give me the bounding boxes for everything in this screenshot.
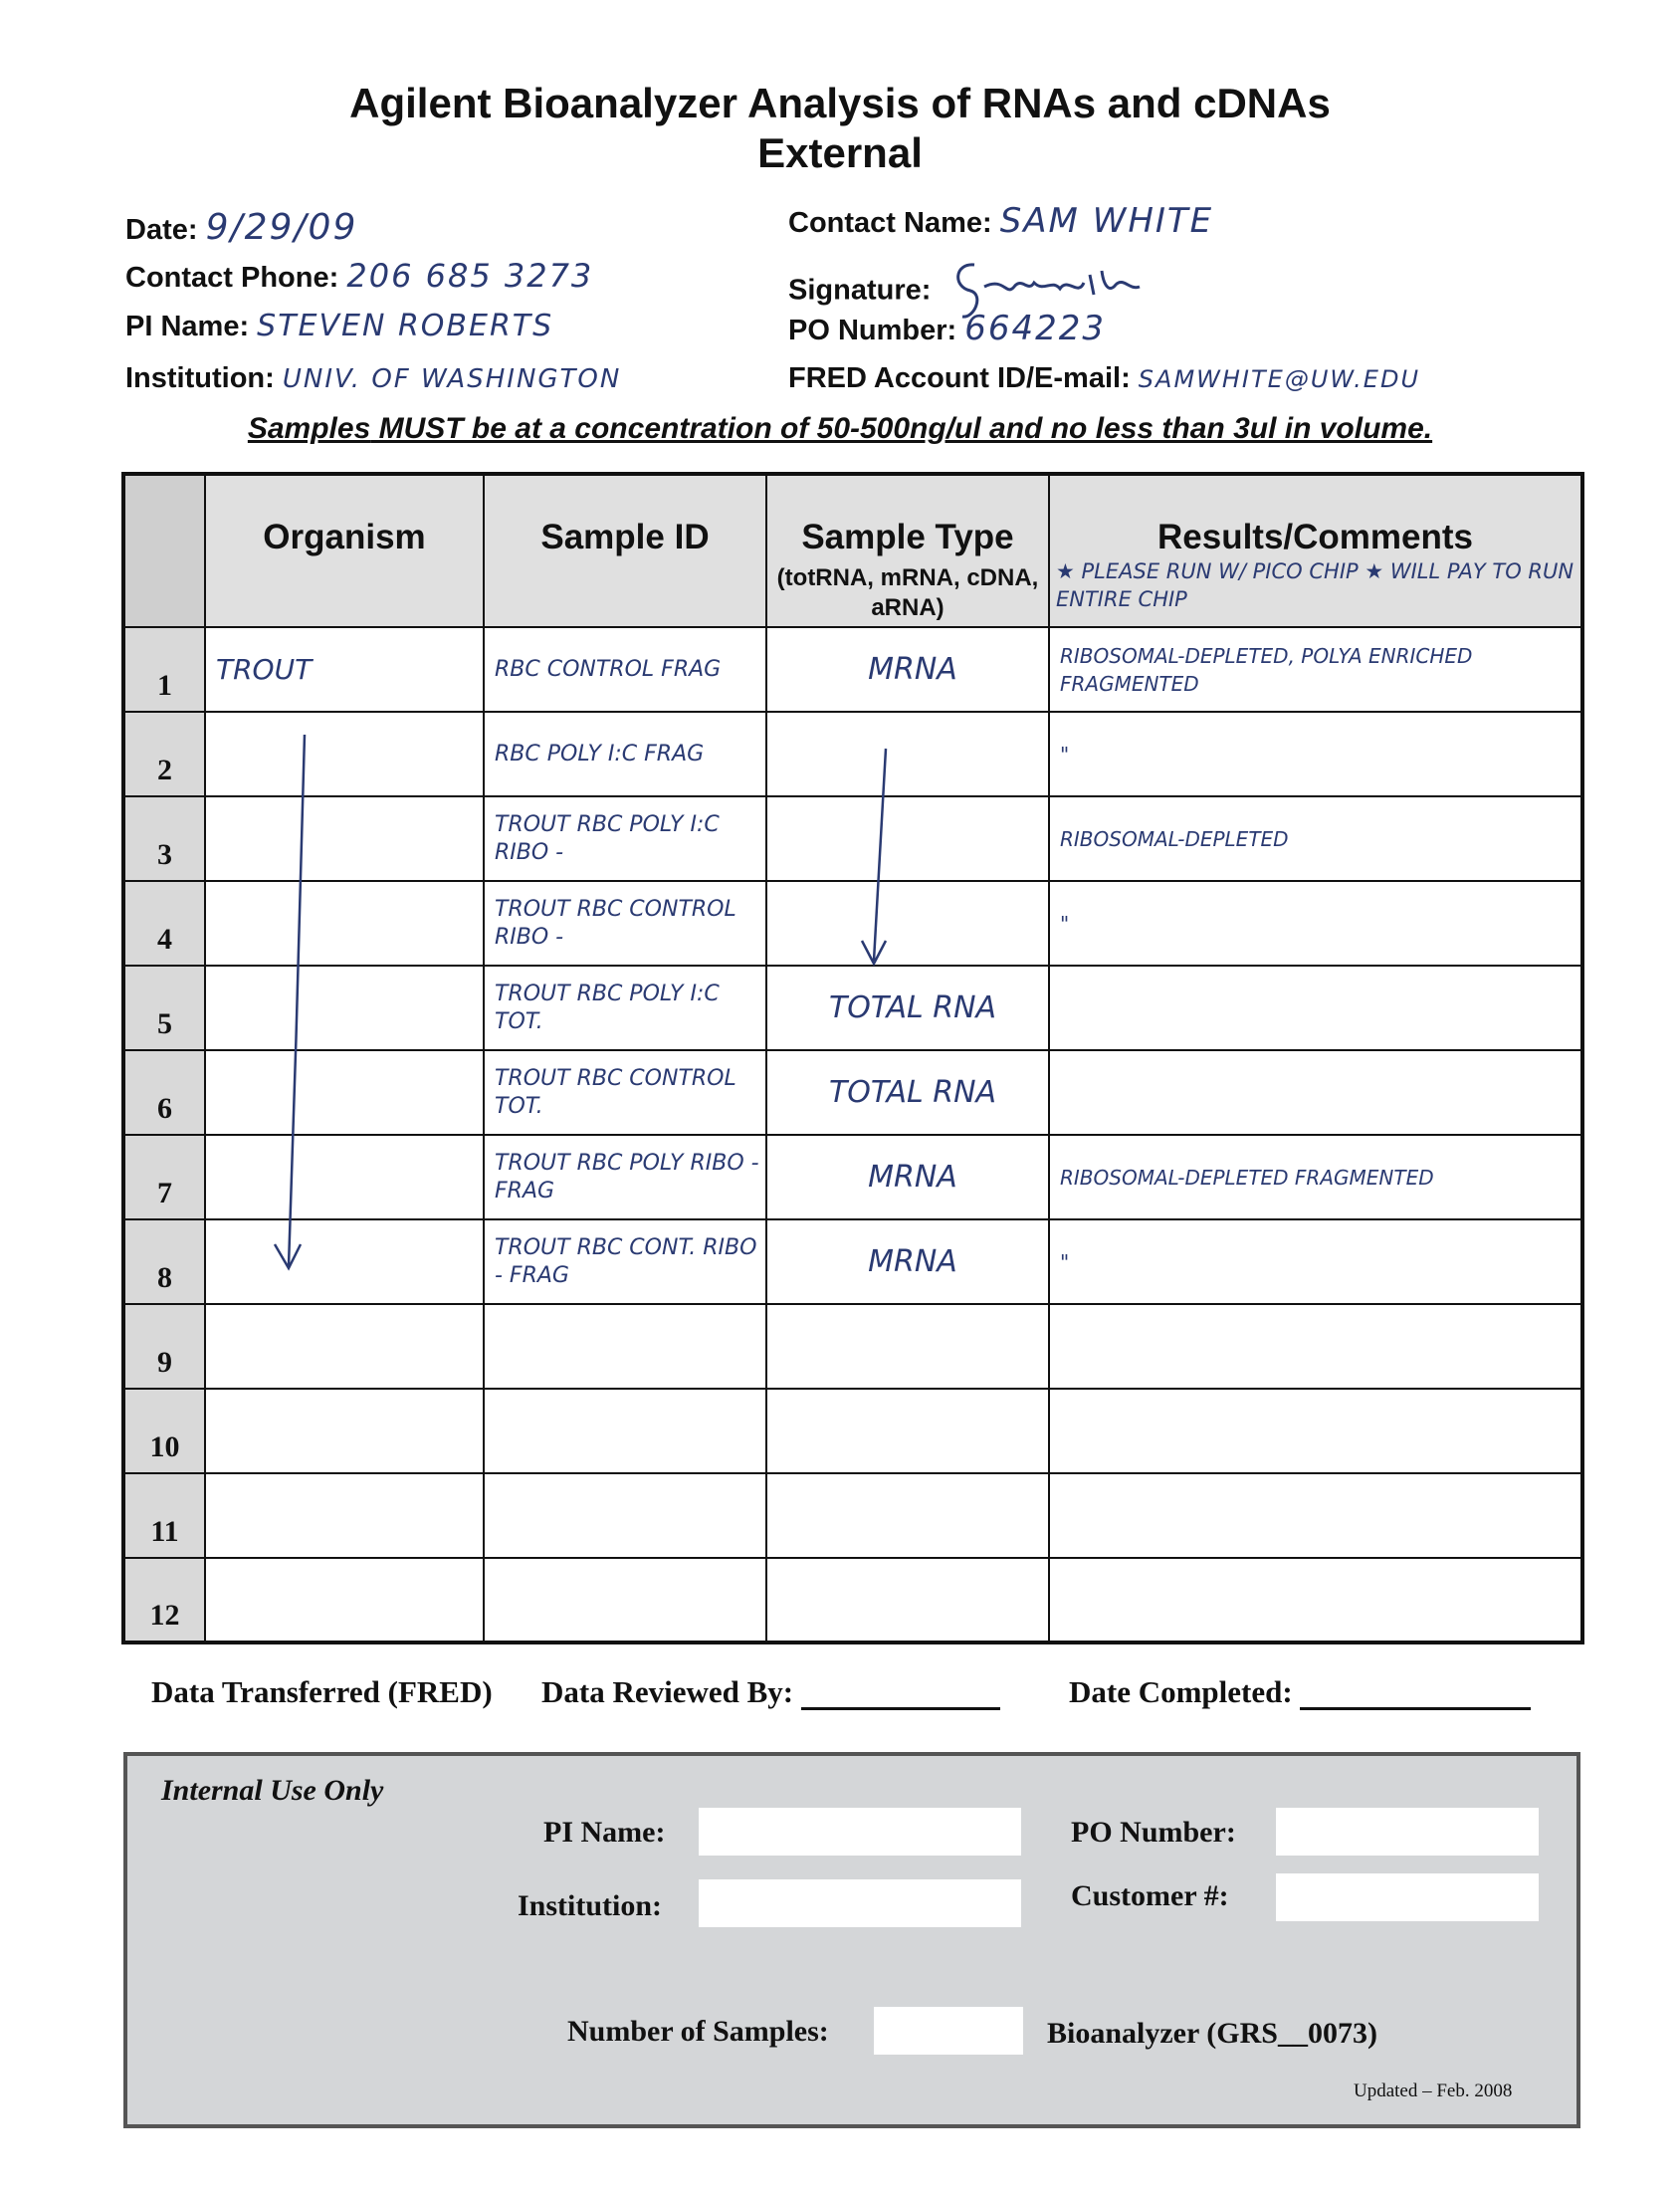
internal-num-samples-label: Number of Samples:	[567, 2015, 829, 2048]
results-cell[interactable]	[1049, 1050, 1582, 1135]
internal-updated-label: Updated – Feb. 2008	[1354, 2080, 1513, 2101]
table-row	[123, 1050, 1582, 1135]
date-field	[125, 207, 357, 248]
sample-id-header: Sample ID	[484, 474, 766, 627]
sample-type-cell[interactable]: MRNA	[766, 1219, 1049, 1304]
internal-po-number-label: PO Number:	[1071, 1816, 1236, 1849]
sample-type-cell[interactable]	[766, 1304, 1049, 1389]
row-number: 3	[123, 796, 205, 881]
sample-type-cell[interactable]	[766, 1558, 1049, 1642]
results-cell[interactable]: RIBOSOMAL-DEPLETED, POLYA ENRICHED FRAGMENTED	[1049, 627, 1582, 712]
sample-id-cell[interactable]: TROUT RBC POLY RIBO - FRAG	[484, 1135, 766, 1219]
form-subtitle: External	[757, 129, 923, 176]
results-cell[interactable]: "	[1049, 712, 1582, 796]
fred-account-field	[788, 362, 1420, 395]
institution-value: UNIV. OF WASHINGTON	[282, 364, 622, 394]
internal-use-box	[123, 1752, 1580, 2128]
internal-num-samples-input[interactable]	[874, 2007, 1023, 2055]
date-completed-field	[1069, 1674, 1531, 1710]
pi-name-label: PI Name:	[125, 311, 250, 342]
internal-institution-input[interactable]	[699, 1879, 1021, 1927]
date-completed-blank[interactable]	[1300, 1680, 1531, 1710]
internal-use-title: Internal Use Only	[161, 1774, 384, 1807]
results-handwritten-note: ★ PLEASE RUN W/ PICO CHIP ★ WILL PAY TO RUN ENTIRE CHIP	[1056, 559, 1575, 611]
row-number: 6	[123, 1050, 205, 1135]
notice-text: MUST be at a concentration of 50-500ng/ul and no less than 3ul in volume.	[370, 412, 1433, 445]
organism-cell[interactable]	[205, 1219, 484, 1304]
results-cell[interactable]	[1049, 1389, 1582, 1473]
results-cell[interactable]	[1049, 1304, 1582, 1389]
table-row	[123, 627, 1582, 712]
organism-cell[interactable]	[205, 966, 484, 1050]
table-row	[123, 1219, 1582, 1304]
form-title: Agilent Bioanalyzer Analysis of RNAs and cDNAs	[349, 80, 1331, 126]
sample-type-cell[interactable]: MRNA	[766, 627, 1049, 712]
sample-type-title: Sample Type	[801, 518, 1014, 556]
institution-label: Institution:	[125, 362, 275, 394]
table-row	[123, 1135, 1582, 1219]
table-row	[123, 1304, 1582, 1389]
results-cell[interactable]	[1049, 966, 1582, 1050]
sample-id-cell[interactable]	[484, 1558, 766, 1642]
table-row	[123, 1389, 1582, 1473]
sample-type-cell[interactable]	[766, 881, 1049, 966]
row-number: 11	[123, 1473, 205, 1558]
organism-cell[interactable]	[205, 796, 484, 881]
row-number: 4	[123, 881, 205, 966]
contact-phone-value: 206 685 3273	[346, 257, 594, 295]
internal-po-number-input[interactable]	[1276, 1808, 1539, 1856]
table-row	[123, 1473, 1582, 1558]
sample-type-cell[interactable]	[766, 1389, 1049, 1473]
row-number: 2	[123, 712, 205, 796]
pi-name-field	[125, 309, 553, 343]
po-number-value: 664223	[964, 309, 1107, 348]
row-number: 9	[123, 1304, 205, 1389]
row-number: 12	[123, 1558, 205, 1642]
results-header	[1049, 474, 1582, 627]
internal-customer-input[interactable]	[1276, 1873, 1539, 1921]
table-row	[123, 966, 1582, 1050]
sample-type-cell[interactable]	[766, 712, 1049, 796]
date-value: 9/29/09	[205, 207, 358, 248]
date-completed-label: Date Completed:	[1069, 1674, 1293, 1709]
sample-type-cell[interactable]	[766, 796, 1049, 881]
results-title: Results/Comments	[1156, 518, 1474, 556]
contact-name-value: SAM WHITE	[999, 201, 1214, 241]
data-transferred-label: Data Transferred (FRED)	[151, 1674, 493, 1709]
contact-name-label: Contact Name:	[788, 207, 992, 239]
sample-type-options: (totRNA, mRNA, cDNA, aRNA)	[776, 564, 1039, 621]
row-number: 1	[123, 627, 205, 712]
organism-cell[interactable]	[205, 1135, 484, 1219]
notice-prefix: Samples	[247, 412, 371, 445]
contact-phone-field	[125, 257, 593, 295]
sample-type-cell[interactable]	[766, 1473, 1049, 1558]
contact-name-field	[788, 201, 1213, 241]
contact-phone-label: Contact Phone:	[125, 262, 339, 294]
internal-pi-name-input[interactable]	[699, 1808, 1021, 1856]
row-number: 5	[123, 966, 205, 1050]
organism-cell[interactable]	[205, 1473, 484, 1558]
results-cell[interactable]: "	[1049, 1219, 1582, 1304]
results-cell[interactable]	[1049, 1558, 1582, 1642]
results-cell[interactable]: RIBOSOMAL-DEPLETED	[1049, 796, 1582, 881]
results-cell[interactable]: "	[1049, 881, 1582, 966]
organism-cell[interactable]	[205, 1558, 484, 1642]
organism-cell[interactable]: TROUT	[205, 627, 484, 712]
sample-id-cell[interactable]: TROUT RBC POLY I:C RIBO -	[484, 796, 766, 881]
table-row	[123, 712, 1582, 796]
internal-institution-label: Institution:	[518, 1889, 663, 1922]
data-reviewed-label: Data Reviewed By:	[541, 1674, 794, 1709]
data-reviewed-blank[interactable]	[801, 1680, 1000, 1710]
row-number: 8	[123, 1219, 205, 1304]
table-row	[123, 881, 1582, 966]
table-row	[123, 1558, 1582, 1642]
sample-id-cell[interactable]: TROUT RBC CONTROL RIBO -	[484, 881, 766, 966]
institution-field	[125, 362, 621, 395]
internal-customer-label: Customer #:	[1071, 1879, 1229, 1912]
results-cell[interactable]: RIBOSOMAL-DEPLETED FRAGMENTED	[1049, 1135, 1582, 1219]
sample-type-cell[interactable]: TOTAL RNA	[766, 966, 1049, 1050]
po-number-field	[788, 309, 1106, 348]
table-header-row	[123, 474, 1582, 627]
pi-name-value: STEVEN ROBERTS	[257, 309, 554, 343]
organism-cell[interactable]	[205, 1050, 484, 1135]
organism-header: Organism	[205, 474, 484, 627]
sample-id-cell[interactable]: TROUT RBC CONTROL TOT.	[484, 1050, 766, 1135]
organism-cell[interactable]	[205, 712, 484, 796]
sample-id-cell[interactable]: RBC POLY I:C FRAG	[484, 712, 766, 796]
row-number: 10	[123, 1389, 205, 1473]
concentration-notice	[0, 412, 1680, 446]
row-number-header	[123, 474, 205, 627]
sample-type-cell[interactable]: MRNA	[766, 1135, 1049, 1219]
sample-id-cell[interactable]: TROUT RBC CONT. RIBO - FRAG	[484, 1219, 766, 1304]
po-number-label: PO Number:	[788, 315, 957, 346]
date-label: Date:	[125, 214, 198, 246]
sample-type-header	[766, 474, 1049, 627]
sample-id-cell[interactable]: TROUT RBC POLY I:C TOT.	[484, 966, 766, 1050]
signature-label: Signature:	[788, 274, 932, 307]
row-number: 7	[123, 1135, 205, 1219]
fred-account-value: SAMWHITE@UW.EDU	[1138, 365, 1421, 393]
organism-cell[interactable]	[205, 881, 484, 966]
organism-cell[interactable]	[205, 1304, 484, 1389]
internal-pi-name-label: PI Name:	[543, 1816, 666, 1849]
internal-bioanalyzer-label: Bioanalyzer (GRS__0073)	[1047, 2017, 1377, 2050]
sample-id-cell[interactable]: RBC CONTROL FRAG	[484, 627, 766, 712]
results-cell[interactable]	[1049, 1473, 1582, 1558]
table-row	[123, 796, 1582, 881]
organism-cell[interactable]	[205, 1389, 484, 1473]
sample-id-cell[interactable]	[484, 1473, 766, 1558]
sample-id-cell[interactable]	[484, 1304, 766, 1389]
sample-table	[121, 472, 1584, 1644]
sample-type-cell[interactable]: TOTAL RNA	[766, 1050, 1049, 1135]
fred-account-label: FRED Account ID/E-mail:	[788, 362, 1131, 394]
sample-id-cell[interactable]	[484, 1389, 766, 1473]
data-reviewed-field	[541, 1674, 1000, 1710]
